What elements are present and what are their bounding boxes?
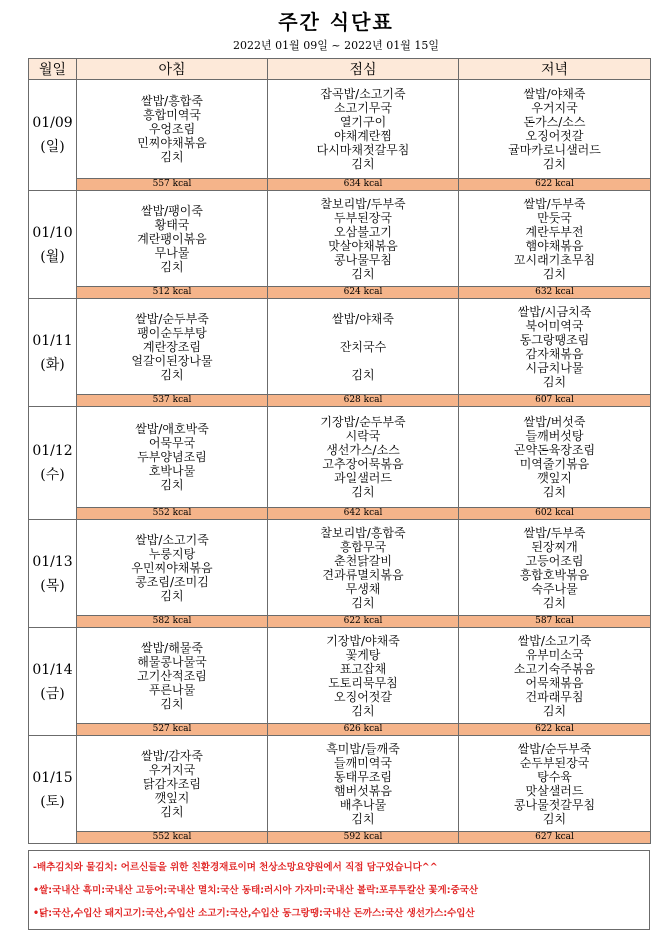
lunch-item: 김치 — [351, 485, 375, 499]
dinner-item: 김치 — [542, 374, 567, 389]
breakfast-item: 어묵무국 — [148, 436, 196, 450]
breakfast-item: 계란장조림 — [143, 339, 201, 354]
lunch-item: 꽃게탕 — [345, 647, 381, 662]
kcal-value: 632 kcal — [459, 287, 651, 299]
lunch-item: 햄버섯볶음 — [334, 783, 392, 798]
day-weekday: (일) — [40, 139, 65, 155]
dinner-item: 어묵채볶음 — [525, 675, 584, 690]
breakfast-cell — [77, 191, 268, 287]
kcal-row — [29, 287, 651, 299]
kcal-value: 642 kcal — [268, 508, 459, 520]
kcal-value: 627 kcal — [459, 832, 651, 844]
dinner-item: 동그랑땡조림 — [519, 332, 590, 347]
day-weekday: (화) — [40, 356, 65, 373]
lunch-item: 김치 — [351, 811, 375, 826]
dinner-item: 김치 — [542, 485, 567, 499]
kcal-value: 552 kcal — [77, 832, 268, 844]
dinner-item: 건파래무침 — [525, 689, 584, 704]
breakfast-cell — [77, 628, 268, 724]
dinner-item: 만둣국 — [537, 210, 572, 225]
breakfast-item: 김치 — [160, 588, 184, 603]
breakfast-item: 쌀밥/팽이죽 — [140, 203, 203, 218]
breakfast-cell — [77, 736, 268, 832]
dinner-item: 꼬시래기초무침 — [513, 252, 596, 267]
kcal-value: 537 kcal — [77, 395, 268, 407]
header-day: 월일 — [29, 59, 77, 80]
day-row — [29, 80, 651, 179]
lunch-item: 김치 — [351, 595, 375, 610]
lunch-item: 찰보리밥/두부죽 — [320, 196, 406, 211]
day-cell — [29, 299, 77, 407]
lunch-item: 소고기무국 — [334, 101, 392, 115]
menu-body — [29, 80, 651, 844]
day-row — [29, 628, 651, 724]
breakfast-cell — [77, 407, 268, 508]
kcal-row — [29, 724, 651, 736]
lunch-item: 춘천닭갈비 — [334, 553, 392, 568]
breakfast-item: 콩조림/조미김 — [135, 574, 209, 589]
day-date: 01/13 — [32, 553, 73, 570]
breakfast-item: 닭감자조림 — [143, 776, 201, 791]
kcal-value: 626 kcal — [268, 724, 459, 736]
kcal-row — [29, 508, 651, 520]
lunch-item: 흥합무국 — [339, 539, 387, 554]
dinner-item: 순두부된장국 — [519, 755, 590, 770]
lunch-item: 두부된장국 — [334, 210, 392, 225]
dinner-item: 쌀밥/버섯죽 — [523, 415, 586, 429]
dinner-item: 된장찌개 — [531, 539, 578, 554]
day-weekday: (수) — [40, 467, 65, 483]
lunch-item: 동태무조림 — [334, 769, 392, 784]
dinner-item: 유부미소국 — [525, 647, 584, 662]
breakfast-item: 우민찌야채볶음 — [131, 560, 213, 575]
lunch-item: 도토리묵무침 — [328, 675, 398, 690]
day-weekday: (금) — [40, 685, 65, 702]
dinner-item: 쌀밥/순두부죽 — [517, 741, 592, 756]
lunch-item: 기장밥/순두부죽 — [320, 415, 406, 429]
dinner-item: 시금치나물 — [525, 360, 584, 375]
lunch-item: 잔치국수 — [339, 339, 387, 354]
lunch-item — [268, 354, 458, 368]
dinner-cell — [459, 520, 651, 616]
dinner-cell — [459, 407, 651, 508]
breakfast-item: 쌀밥/소고기죽 — [135, 532, 209, 547]
breakfast-item: 얼갈이된장나물 — [131, 353, 213, 368]
dinner-cell — [459, 736, 651, 832]
date-range: 2022년 01월 09일 ~ 2022년 01월 15일 — [233, 39, 439, 52]
kcal-value: 557 kcal — [77, 179, 268, 191]
day-date: 01/11 — [32, 332, 73, 349]
breakfast-item: 김치 — [160, 150, 184, 164]
day-date: 01/10 — [32, 224, 73, 241]
dinner-item: 들깨버섯탕 — [525, 429, 584, 443]
breakfast-item: 고기산적조림 — [137, 668, 207, 683]
kcal-value: 592 kcal — [268, 832, 459, 844]
dinner-item: 북어미역국 — [525, 318, 584, 333]
day-cell — [29, 520, 77, 628]
breakfast-item: 김치 — [160, 478, 184, 492]
breakfast-item: 우엉조림 — [148, 122, 196, 136]
breakfast-item: 황태국 — [154, 217, 190, 232]
header-lunch: 점심 — [268, 59, 459, 80]
note-kimchi: -배추김치와 물김치: 어르신들을 위한 친환경재료이며 천상소망요양원에서 직접 담구었습니다^^ — [33, 862, 438, 873]
day-weekday: (월) — [40, 248, 65, 265]
lunch-item: 찰보리밥/흥합죽 — [320, 525, 406, 540]
lunch-item: 고추장어묵볶음 — [322, 457, 404, 471]
dinner-item: 햄야채볶음 — [525, 238, 584, 253]
kcal-value: 628 kcal — [268, 395, 459, 407]
note-origin-seafood: •쌀:국내산 흑미:국내산 고등어:국내산 멸치:국산 동태:러시아 가자미:국내산 볼락:포루투칼산 꽃게:중국산 — [33, 885, 479, 896]
day-row — [29, 299, 651, 395]
dinner-item: 김치 — [542, 703, 567, 718]
dinner-item: 고등어조림 — [525, 553, 584, 568]
breakfast-item: 우거지국 — [148, 762, 196, 777]
lunch-item: 견과류멸치볶음 — [322, 567, 404, 582]
lunch-item: 배추나물 — [339, 797, 387, 812]
day-cell — [29, 628, 77, 736]
dinner-cell — [459, 191, 651, 287]
kcal-value: 622 kcal — [459, 179, 651, 191]
dinner-item: 감자채볶음 — [525, 346, 584, 361]
dinner-item: 김치 — [542, 266, 567, 281]
lunch-cell — [268, 736, 459, 832]
lunch-item: 잡곡밥/소고기죽 — [320, 87, 406, 101]
header-dinner: 저녁 — [459, 59, 651, 80]
dinner-item: 오징어젓갈 — [525, 129, 584, 143]
page-title: 주간 식단표 — [278, 10, 394, 34]
breakfast-item: 쌀밥/감자죽 — [140, 748, 203, 763]
lunch-cell — [268, 407, 459, 508]
lunch-item: 다시마채젓갈무침 — [316, 143, 410, 157]
dinner-item: 미역줄기볶음 — [519, 457, 590, 471]
menu-table — [28, 58, 651, 844]
day-cell — [29, 407, 77, 520]
breakfast-item: 흥합미역국 — [143, 108, 201, 122]
dinner-item: 우거지국 — [531, 101, 578, 115]
day-row — [29, 736, 651, 832]
dinner-item: 김치 — [542, 157, 567, 171]
dinner-item: 깻잎지 — [537, 471, 572, 485]
day-row — [29, 520, 651, 616]
kcal-value: 582 kcal — [77, 616, 268, 628]
lunch-item: 김치 — [351, 266, 375, 281]
dinner-item: 맛살샐러드 — [525, 783, 584, 798]
breakfast-item: 호박나물 — [148, 464, 196, 478]
lunch-item: 김치 — [351, 157, 375, 171]
note-origin-meat: •닭:국산,수입산 돼지고기:국산,수입산 소고기:국산,수입산 동그랑땡:국내산 돈까스:국산 생선가스:수입산 — [33, 908, 475, 919]
dinner-item: 쌀밥/두부죽 — [523, 525, 586, 540]
breakfast-item: 김치 — [160, 804, 184, 819]
kcal-row — [29, 832, 651, 844]
day-weekday: (토) — [40, 793, 65, 810]
dinner-item: 소고기숙주볶음 — [513, 661, 596, 676]
dinner-cell — [459, 80, 651, 179]
lunch-item: 맛살야채볶음 — [328, 238, 398, 253]
lunch-item: 오삼불고기 — [334, 224, 392, 239]
breakfast-item: 두부양념조림 — [137, 450, 207, 464]
breakfast-cell — [77, 299, 268, 395]
dinner-item: 돈가스/소스 — [523, 115, 586, 129]
breakfast-item: 깻잎지 — [154, 790, 190, 805]
dinner-item: 귤마카로니샐러드 — [508, 143, 601, 157]
dinner-cell — [459, 299, 651, 395]
day-date: 01/12 — [32, 443, 73, 459]
kcal-row — [29, 616, 651, 628]
kcal-value: 624 kcal — [268, 287, 459, 299]
lunch-item: 기장밥/야채죽 — [326, 633, 400, 648]
lunch-item: 김치 — [351, 367, 375, 382]
lunch-cell — [268, 80, 459, 179]
kcal-value: 622 kcal — [268, 616, 459, 628]
breakfast-cell — [77, 80, 268, 179]
dinner-item: 쌀밥/시금치죽 — [517, 304, 592, 319]
day-row — [29, 407, 651, 508]
lunch-cell — [268, 520, 459, 616]
breakfast-item: 쌀밥/흥합죽 — [140, 94, 203, 108]
lunch-item — [268, 326, 458, 340]
dinner-item: 쌀밥/두부죽 — [523, 196, 586, 211]
breakfast-item: 푸른나물 — [148, 682, 196, 697]
kcal-value: 622 kcal — [459, 724, 651, 736]
breakfast-item: 김치 — [160, 367, 184, 382]
day-date: 01/14 — [32, 661, 73, 678]
breakfast-item: 팽이순두부탕 — [137, 325, 207, 340]
day-row — [29, 191, 651, 287]
dinner-item: 김치 — [542, 595, 567, 610]
dinner-item: 콩나물젓갈무침 — [513, 797, 596, 812]
lunch-cell — [268, 628, 459, 724]
breakfast-cell — [77, 520, 268, 616]
dinner-item: 곤약돈육장조림 — [513, 443, 596, 457]
kcal-value: 552 kcal — [77, 508, 268, 520]
breakfast-item: 계란팽이볶음 — [137, 231, 207, 246]
day-date: 01/09 — [32, 115, 73, 131]
lunch-item: 과일샐러드 — [334, 471, 392, 485]
lunch-cell — [268, 299, 459, 395]
lunch-item: 표고잡채 — [339, 661, 387, 676]
kcal-value: 587 kcal — [459, 616, 651, 628]
breakfast-item: 민찌야채볶음 — [137, 136, 207, 150]
header-breakfast: 아침 — [77, 59, 268, 80]
lunch-item: 들깨미역국 — [334, 755, 392, 770]
dinner-item: 김치 — [542, 811, 567, 826]
breakfast-item: 쌀밥/해물죽 — [140, 640, 203, 655]
day-weekday: (목) — [40, 577, 65, 594]
lunch-item: 생선가스/소스 — [326, 443, 400, 457]
dinner-item: 쌀밥/소고기죽 — [517, 633, 592, 648]
dinner-item: 숙주나물 — [531, 581, 578, 596]
kcal-value: 634 kcal — [268, 179, 459, 191]
lunch-item: 야채계란찜 — [334, 129, 392, 143]
breakfast-item: 김치 — [160, 696, 184, 711]
breakfast-item: 무나물 — [154, 245, 190, 260]
lunch-item: 열기구이 — [339, 115, 387, 129]
breakfast-item: 해물콩나물국 — [137, 654, 207, 669]
header-row — [29, 59, 651, 80]
notes-box — [28, 850, 650, 930]
kcal-value: 602 kcal — [459, 508, 651, 520]
dinner-item: 흥합호박볶음 — [519, 567, 590, 582]
day-cell — [29, 191, 77, 299]
lunch-item: 무생채 — [345, 581, 381, 596]
breakfast-item: 쌀밥/순두부죽 — [135, 311, 209, 326]
dinner-cell — [459, 628, 651, 724]
lunch-item: 흑미밥/들깨죽 — [326, 741, 400, 756]
breakfast-item: 쌀밥/애호박죽 — [135, 422, 209, 436]
lunch-item: 김치 — [351, 703, 375, 718]
kcal-row — [29, 179, 651, 191]
day-cell — [29, 80, 77, 191]
day-cell — [29, 736, 77, 844]
lunch-item: 오징어젓갈 — [334, 689, 392, 704]
kcal-value: 512 kcal — [77, 287, 268, 299]
lunch-item: 콩나물무침 — [334, 252, 392, 267]
breakfast-item: 누룽지탕 — [148, 546, 196, 561]
day-date: 01/15 — [32, 769, 73, 786]
lunch-item: 쌀밥/야채죽 — [331, 311, 394, 326]
dinner-item: 탕수육 — [537, 769, 572, 784]
lunch-cell — [268, 191, 459, 287]
kcal-row — [29, 395, 651, 407]
kcal-value: 607 kcal — [459, 395, 651, 407]
lunch-item: 시락국 — [345, 429, 381, 443]
dinner-item: 계란두부전 — [525, 224, 584, 239]
kcal-value: 527 kcal — [77, 724, 268, 736]
dinner-item: 쌀밥/야채죽 — [523, 87, 586, 101]
breakfast-item: 김치 — [160, 259, 184, 274]
